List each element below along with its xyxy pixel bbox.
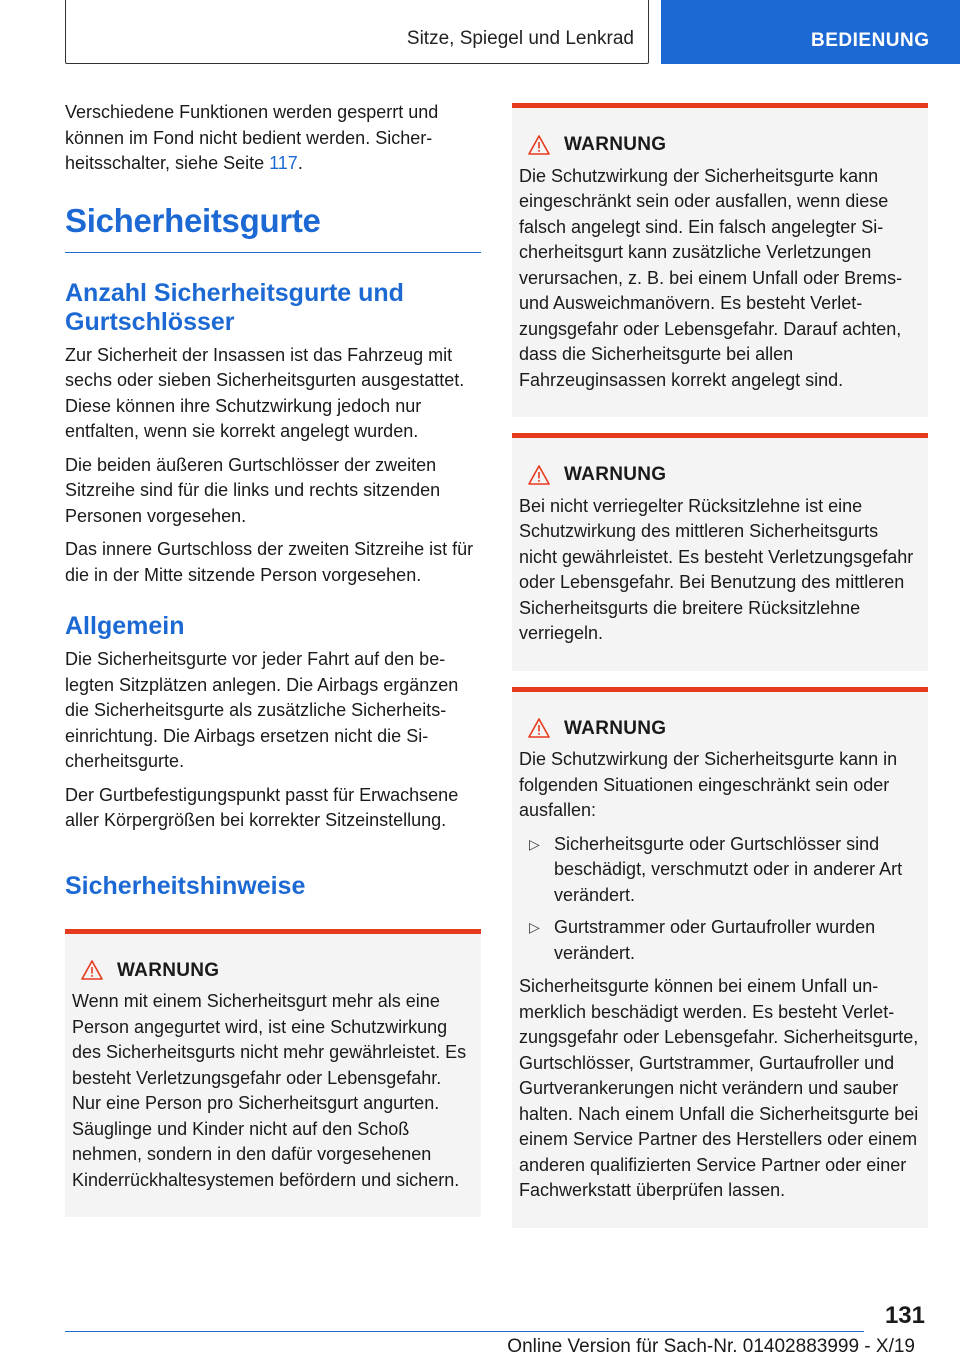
warning-triangle-icon [528,718,550,738]
list-item [519,915,920,966]
warning-triangle-icon [81,960,103,980]
warning-box [512,687,928,1228]
warning-box [512,103,928,417]
warning-text: Wenn mit einem Sicherheitsgurt mehr als eine Person angegurtet wird, ist eine Schutzwirkung des Sicherheitsgurts nicht mehr gewährleistet. Es besteht Verletzungsgefahr oder Lebensgefahr. Nur eine Person pro Sicherheitsgurt angurten. Säuglinge und Kinder nicht auf den Schoß nehmen, sondern in den dafür vorgesehenen Kinderrückhaltesystemen befördern und sichern. [72,991,467,1190]
list-item [519,832,920,909]
warning-box [512,433,928,671]
general-paragraph: Der Gurtbefestigungspunkt passt für Erwachsene aller Körpergrößen bei korrekter Sitzeinstellung. [65,784,459,830]
warning-box [65,929,481,1218]
heading-count: Anzahl Sicherheitsgurte und Gurtschlösser [65,278,404,336]
warning-header [81,958,473,984]
left-column [65,100,481,1231]
section-label: BEDIENUNG [811,30,930,51]
heading-safety-hints: Sicherheitshinweise [65,871,306,900]
warning-label: WARNUNG [564,717,667,739]
warning-text: Die Schutzwirkung der Sicherheitsgurte kann eingeschränkt sein oder ausfallen, wenn diese falsch angelegt sind. Ein falsch angelegter Sicherheitsgurt kann zusätzliche Verletzungen verursachen, z. B. bei einem Unfall oder Brems- und Ausweichmanövern. Es besteht Verletzungsgefahr oder Lebensgefahr. Darauf achten, dass die Sicherheitsgurte bei allen Fahrzeuginsassen korrekt angelegt sind. [519,165,903,390]
list-item-text: Sicherheitsgurte oder Gurtschlösser sind beschädigt, verschmutzt oder in anderer Art verändert. [554,833,903,905]
right-column [512,103,928,1242]
main-heading: Sicherheitsgurte [65,202,481,253]
warning-label: WARNUNG [117,959,220,981]
heading-general: Allgemein [65,612,185,640]
footer-divider [65,1331,864,1332]
count-paragraph: Zur Sicherheit der Insassen ist das Fahrzeug mit sechs oder sieben Sicherheitsgurten ausgestattet. Diese können ihre Schutzwirkung jedoch nur entfalten, wenn sie korrekt angelegt wurden. [65,344,465,441]
warning-triangle-icon [528,465,550,485]
intro-paragraph [65,100,481,177]
chapter-title: Sitze, Spiegel und Lenkrad [406,28,634,49]
page-number: 131 [884,1302,925,1329]
footer-online-version: Online Version für Sach-Nr. 01402883999 - X/19 [507,1336,915,1357]
warning-bullet-list [519,832,920,967]
warning-header [528,716,920,742]
warning-text: Die Schutzwirkung der Sicherheitsgurte kann in folgenden Situationen eingeschränkt sein oder ausfallen: [519,749,898,820]
count-paragraph: Das innere Gurtschloss der zweiten Sitzreihe ist für die in der Mitte sitzende Person vorgesehen. [65,539,474,585]
triangle-bullet-icon: ▷ [529,919,540,935]
list-item-text: Gurtstrammer oder Gurtaufroller wurden verändert. [554,917,876,963]
warning-header [528,132,920,158]
warning-label: WARNUNG [564,464,667,485]
page-link[interactable]: 117 [269,153,298,173]
intro-text: Verschiedene Funktionen werden gesperrt und können im Fond nicht bedient werden. Sicherheitsschalter, siehe Seite [65,102,439,173]
intro-end: . [297,153,303,173]
warning-label: WARNUNG [564,134,667,155]
section-tab [661,0,960,64]
count-paragraph: Die beiden äußeren Gurtschlösser der zweiten Sitzreihe sind für die links und rechts sitzenden Personen vorgesehen. [65,454,441,526]
header-chapter-box [65,0,649,64]
triangle-bullet-icon: ▷ [529,835,540,852]
warning-text: Bei nicht verriegelter Rücksitzlehne ist eine Schutzwirkung des mittleren Sicherheitsgurts nicht gewährleistet. Es besteht Verletzungsgefahr oder Lebensgefahr. Bei Benutzung des mittleren Sicherheitsgurts die breitere Rücksitzlehne verriegeln. [519,495,914,643]
warning-header [528,462,920,488]
general-paragraph: Die Sicherheitsgurte vor jeder Fahrt auf den belegten Sitzplätzen anlegen. Die Airbags ergänzen die Sicherheitsgurte als zusätzliche Sicherheitseinrichtung. Die Airbags ersetzen nicht die Sicherheitsgurte. [65,649,459,771]
warning-triangle-icon [528,135,550,155]
warning-text: Sicherheitsgurte können bei einem Unfall unmerklich beschädigt werden. Es besteht Verletzungsgefahr oder Lebensgefahr. Sicherheitsgurte, Gurtschlösser, Gurtstrammer, Gurtaufroller und Gurtverankerungen nicht verändern und sauber halten. Nach einem Unfall die Sicherheitsgurte bei einem Service Partner des Herstellers oder einem anderen qualifizierten Service Partner oder einer Fachwerkstatt überprüfen lassen. [519,976,919,1200]
